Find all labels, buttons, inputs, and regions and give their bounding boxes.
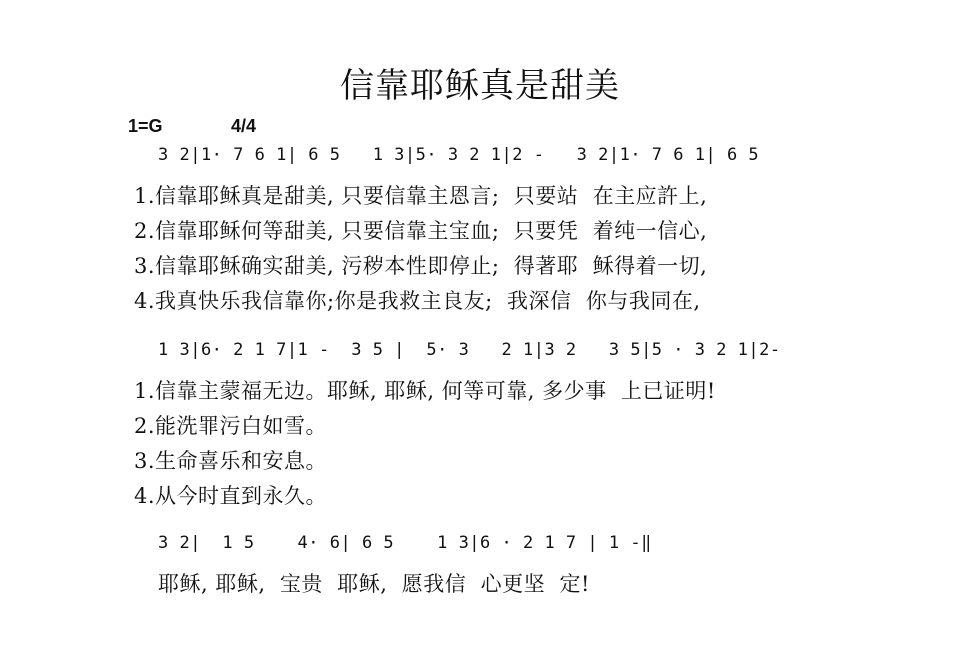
lyric-line: 3.生命喜乐和安息。 <box>134 449 328 473</box>
lyric-line: 4.我真快乐我信靠你;你是我救主良友; 我深信 你与我同在, <box>134 289 701 313</box>
notation-line-2: 1 3|6· 2 1 7|1 - 3 5 | 5· 3 2 1|3 2 3 5|5 · 3 2 1|2- <box>158 340 781 360</box>
lyric-line: 4.从今时直到永久。 <box>134 484 328 508</box>
lyric-line: 1.信靠主蒙福无边。耶稣, 耶稣, 何等可靠, 多少事 上已证明! <box>134 379 716 403</box>
lyric-line: 1.信靠耶稣真是甜美, 只要信靠主恩言; 只要站 在主应許上, <box>134 184 708 208</box>
page-title: 信靠耶稣真是甜美 <box>340 66 620 106</box>
lyric-line: 2.信靠耶稣何等甜美, 只要信靠主宝血; 只要凭 着纯一信心, <box>134 219 708 243</box>
key-signature: 1=G <box>128 116 163 136</box>
time-signature: 4/4 <box>231 116 257 136</box>
notation-line-3: 3 2| 1 5 4· 6| 6 5 1 3|6 · 2 1 7 | 1 -‖ <box>158 533 652 553</box>
lyric-line: 3.信靠耶稣确实甜美, 污秽本性即停止; 得著耶 稣得着一切, <box>134 254 708 278</box>
notation-line-1: 3 2|1· 7 6 1| 6 5 1 3|5· 3 2 1|2 - 3 2|1· 7 6 1| 6 5 <box>158 145 760 165</box>
lyric-line: 2.能洗罪污白如雪。 <box>134 414 328 438</box>
lyric-line: 耶稣, 耶稣, 宝贵 耶稣, 愿我信 心更坚 定! <box>158 572 590 596</box>
song-meta <box>128 116 256 137</box>
